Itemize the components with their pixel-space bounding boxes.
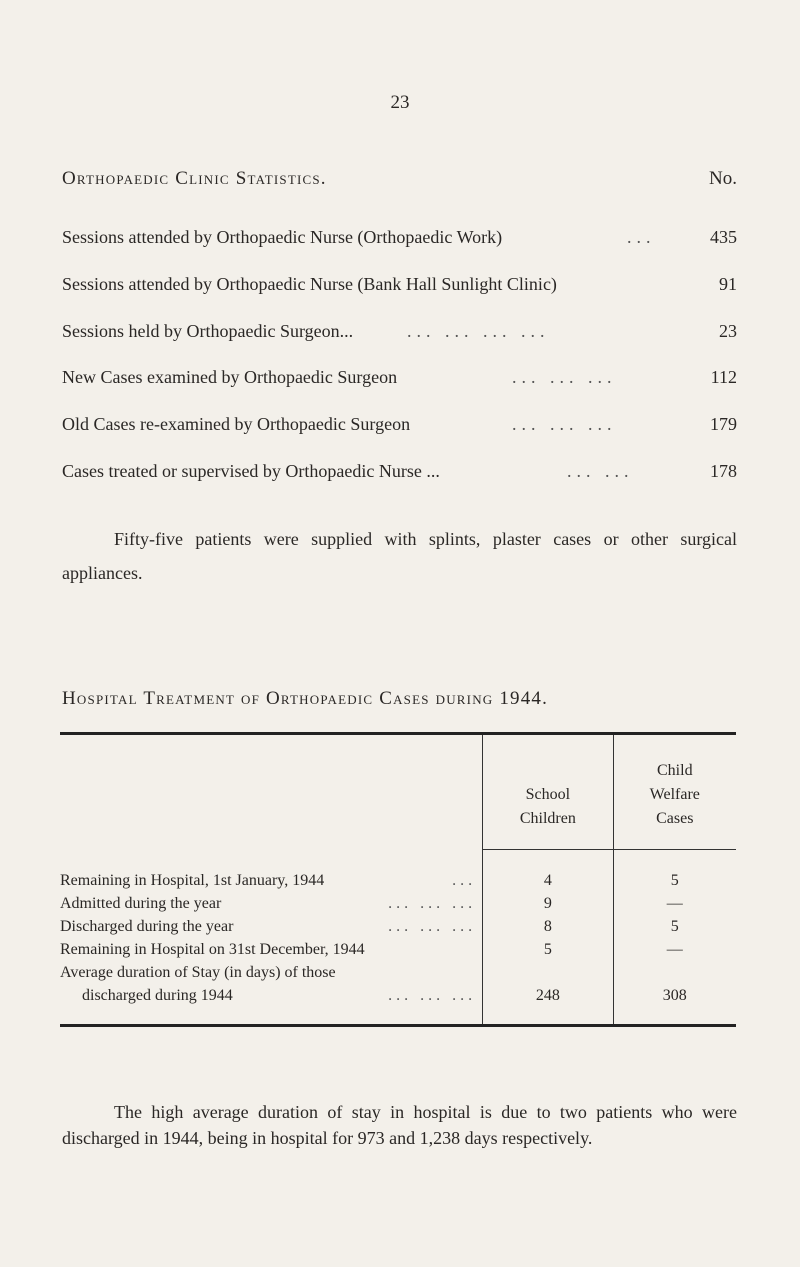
welfare-header-line: Child <box>657 762 693 779</box>
table-row <box>60 916 736 939</box>
welfare-header-line: Welfare <box>649 786 700 803</box>
stat-dots: ... <box>627 227 656 247</box>
welfare-value: 5 <box>613 870 736 893</box>
stat-label: Sessions attended by Orthopaedic Nurse (Bank Hall Sunlight Clinic) <box>62 274 557 294</box>
school-value: 4 <box>483 870 613 893</box>
stats-heading <box>62 168 737 190</box>
stat-row <box>62 367 737 391</box>
row-label: Remaining in Hospital on 31st December, 1944 <box>60 941 365 958</box>
row-label: Discharged during the year ... ... ... <box>60 918 477 935</box>
table-row <box>60 962 736 985</box>
stat-row <box>62 461 737 485</box>
row-label: Average duration of Stay (in days) of those <box>60 964 336 981</box>
welfare-header-line: Cases <box>656 810 694 827</box>
welfare-value: 5 <box>613 916 736 939</box>
stat-dots: ... ... <box>567 461 634 481</box>
stat-value: 112 <box>710 367 737 387</box>
duration-paragraph: The high average duration of stay in hospital is due to two patients who were discharged in 1944, being in hospital for 973 and 1,238 days respectively. <box>62 1102 737 1148</box>
stat-dots: ... ... ... <box>512 414 617 434</box>
hospital-table <box>60 732 736 1027</box>
school-value: 9 <box>483 893 613 916</box>
table-row <box>60 870 736 893</box>
school-value: 8 <box>483 916 613 939</box>
hospital-heading: Hospital Treatment of Orthopaedic Cases during 1944. <box>62 688 549 709</box>
welfare-value: 308 <box>613 985 736 1008</box>
table-row <box>60 893 736 916</box>
description-column-header <box>60 735 483 850</box>
table-row <box>60 939 736 962</box>
stat-row <box>62 414 737 438</box>
stat-label: Sessions attended by Orthopaedic Nurse (Orthopaedic Work) <box>62 227 503 247</box>
school-children-header <box>483 735 613 850</box>
stat-label: Old Cases re-examined by Orthopaedic Surgeon <box>62 414 411 434</box>
stat-dots: ... ... ... ... <box>407 321 550 341</box>
table-header-row <box>60 735 736 850</box>
stat-label: Sessions held by Orthopaedic Surgeon... <box>62 321 354 341</box>
stat-value: 91 <box>719 274 737 294</box>
school-header-line: Children <box>519 810 576 827</box>
school-value <box>483 962 613 985</box>
splints-paragraph: Fifty-five patients were supplied with splints, plaster cases or other surgical appliances. <box>62 529 737 583</box>
row-label: Admitted during the year ... ... ... <box>60 895 477 912</box>
stat-row <box>62 321 737 345</box>
stat-row <box>62 227 737 251</box>
welfare-value: — <box>613 893 736 916</box>
welfare-value <box>613 962 736 985</box>
school-header-line: School <box>525 786 571 803</box>
stat-label: New Cases examined by Orthopaedic Surgeon <box>62 367 398 387</box>
stat-label: Cases treated or supervised by Orthopaedic Nurse ... <box>62 461 440 481</box>
row-label: Remaining in Hospital, 1st January, 1944 ... <box>60 872 477 889</box>
stat-value: 435 <box>710 227 737 247</box>
no-column-label: No. <box>709 168 737 189</box>
stat-value: 23 <box>719 321 737 341</box>
page-number: 23 <box>390 92 410 113</box>
stat-dots: ... ... ... <box>512 367 617 387</box>
welfare-value: — <box>613 939 736 962</box>
school-value: 248 <box>483 985 613 1008</box>
school-value: 5 <box>483 939 613 962</box>
row-label: discharged during 1944 ... ... ... <box>82 987 477 1004</box>
child-welfare-header <box>613 735 736 850</box>
stat-value: 179 <box>710 414 737 434</box>
stat-value: 178 <box>710 461 737 481</box>
table-row <box>60 985 736 1008</box>
stat-row <box>62 274 737 298</box>
stats-title: Orthopaedic Clinic Statistics. <box>62 168 327 189</box>
